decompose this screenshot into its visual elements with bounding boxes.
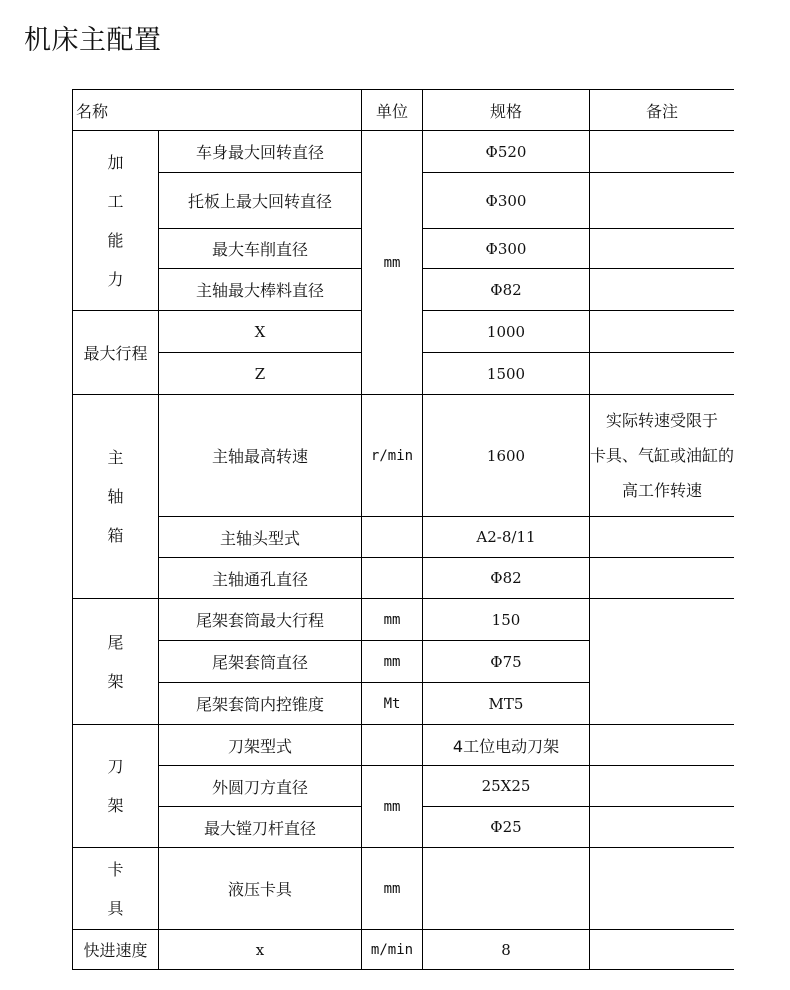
spec-value xyxy=(423,848,590,930)
table-row xyxy=(73,848,735,930)
spec-value: Φ300 xyxy=(423,229,590,269)
item-name: 最大镗刀杆直径 xyxy=(159,807,362,848)
unit-cell: mm xyxy=(362,641,423,683)
spec-value: Φ25 xyxy=(423,807,590,848)
item-name: 主轴通孔直径 xyxy=(159,558,362,599)
spec-value: 4工位电动刀架 xyxy=(423,725,590,766)
unit-cell: mm xyxy=(362,766,423,848)
group-label-machining: 加 工 能 力 xyxy=(73,131,159,311)
page-title: 机床主配置 xyxy=(24,25,162,56)
spec-value: 1000 xyxy=(423,311,590,353)
item-name: 尾架套筒最大行程 xyxy=(159,599,362,641)
header-remark: 备注 xyxy=(590,90,735,131)
item-name: X xyxy=(159,311,362,353)
unit-cell: Mt xyxy=(362,683,423,725)
header-name: 名称 xyxy=(73,90,362,131)
unit-cell: m/min xyxy=(362,930,423,970)
remark-cell xyxy=(590,131,735,173)
unit-cell: mm xyxy=(362,131,423,395)
remark-cell xyxy=(590,807,735,848)
remark-cell xyxy=(590,558,735,599)
unit-cell: mm xyxy=(362,848,423,930)
item-name: 主轴头型式 xyxy=(159,517,362,558)
item-name: 尾架套筒内控锥度 xyxy=(159,683,362,725)
remark-cell xyxy=(590,930,735,970)
table-row xyxy=(73,131,735,173)
spec-value: Φ520 xyxy=(423,131,590,173)
unit-cell: r/min xyxy=(362,395,423,517)
table-row xyxy=(73,930,735,970)
table-row xyxy=(73,517,735,558)
remark-cell xyxy=(590,848,735,930)
spec-value: Φ75 xyxy=(423,641,590,683)
remark-cell xyxy=(590,229,735,269)
remark-cell: 实际转速受限于 卡具、气缸或油缸的 高工作转速 xyxy=(590,395,735,517)
spec-value: MT5 xyxy=(423,683,590,725)
table-row xyxy=(73,725,735,766)
unit-cell: mm xyxy=(362,599,423,641)
remark-cell xyxy=(590,725,735,766)
unit-cell xyxy=(362,725,423,766)
table-row xyxy=(73,766,735,807)
table-row xyxy=(73,558,735,599)
remark-cell xyxy=(590,766,735,807)
remark-cell xyxy=(590,269,735,311)
item-name: x xyxy=(159,930,362,970)
item-name: 托板上最大回转直径 xyxy=(159,173,362,229)
spec-value: 1600 xyxy=(423,395,590,517)
table-row xyxy=(73,395,735,517)
item-name: Z xyxy=(159,353,362,395)
item-name: 主轴最大棒料直径 xyxy=(159,269,362,311)
remark-cell xyxy=(590,517,735,558)
spec-value: Φ82 xyxy=(423,269,590,311)
item-name: 外圆刀方直径 xyxy=(159,766,362,807)
item-name: 主轴最高转速 xyxy=(159,395,362,517)
item-name: 尾架套筒直径 xyxy=(159,641,362,683)
spec-value: Φ82 xyxy=(423,558,590,599)
table-header-row xyxy=(73,90,735,131)
item-name: 液压卡具 xyxy=(159,848,362,930)
group-label-turret: 刀 架 xyxy=(73,725,159,848)
spec-value: 1500 xyxy=(423,353,590,395)
item-name: 车身最大回转直径 xyxy=(159,131,362,173)
remark-cell xyxy=(590,173,735,229)
machine-config-table xyxy=(72,89,734,970)
unit-cell xyxy=(362,558,423,599)
group-label-chuck: 卡 具 xyxy=(73,848,159,930)
item-name: 刀架型式 xyxy=(159,725,362,766)
spec-value: A2-8/11 xyxy=(423,517,590,558)
spec-value: 25X25 xyxy=(423,766,590,807)
table-row xyxy=(73,599,735,641)
remark-cell xyxy=(590,599,735,725)
group-label-travel: 最大行程 xyxy=(73,311,159,395)
spec-value: 8 xyxy=(423,930,590,970)
group-label-spindle: 主 轴 箱 xyxy=(73,395,159,599)
spec-value: Φ300 xyxy=(423,173,590,229)
spec-value: 150 xyxy=(423,599,590,641)
header-spec: 规格 xyxy=(423,90,590,131)
remark-cell xyxy=(590,311,735,353)
item-name: 最大车削直径 xyxy=(159,229,362,269)
header-unit: 单位 xyxy=(362,90,423,131)
remark-cell xyxy=(590,353,735,395)
unit-cell xyxy=(362,517,423,558)
group-label-rapid: 快进速度 xyxy=(73,930,159,970)
group-label-tailstock: 尾 架 xyxy=(73,599,159,725)
